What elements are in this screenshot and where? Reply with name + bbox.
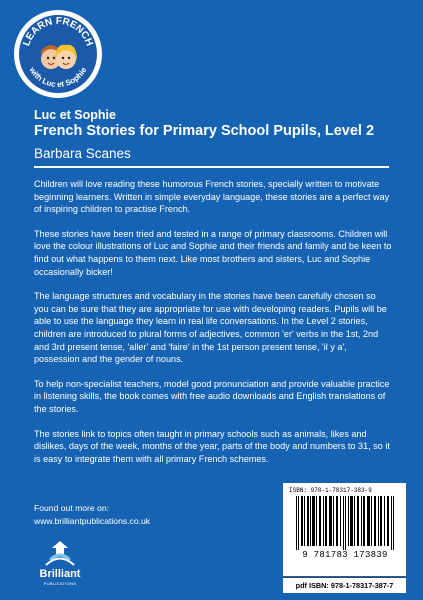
brilliant-logo-icon: [30, 538, 90, 568]
blurb-paragraph: These stories have been tried and tested in a range of primary classrooms. Children will love the colour illustrations of Luc and Sophie and their friends and family and be keen to find out what happens to them next. Like most brothers and sisters, Luc and Sophie occasionally bicker!: [34, 228, 392, 277]
series-badge: [14, 10, 102, 98]
luc-et-sophie-logo-icon: [19, 15, 97, 93]
blurb-paragraph: Children will love reading these humorous French stories, specially written to motivate beginning learners. Written in simple everyday language, these stories are a perfect way of inspiring children to practise French.: [34, 179, 390, 215]
blurb-paragraph: The language structures and vocabulary in the stories have been carefully chosen so you can be sure that they are appropriate for use with developing readers. Pupils will be able to use the language they learn in real life conversations. In the Level 2 stories, children are introduced to plural forms of adjectives, common 'er' verbs in the 1st, 2nd and 3rd present tense, 'aller' and 'faire' in the 1st person present tense, 'il y a', possession and the gender of nouns.: [34, 291, 387, 365]
barcode-icon: [296, 496, 394, 550]
pdf-isbn: pdf ISBN: 978-1-78317-387-7: [283, 577, 406, 593]
svg-text:with Luc et Sophie: with Luc et Sophie: [27, 65, 89, 90]
book-title: French Stories for Primary School Pupils, Level 2: [34, 123, 375, 139]
author-name: Barbara Scanes: [34, 146, 131, 161]
publisher-name: Brilliant: [39, 568, 81, 580]
find-out-more: [34, 502, 150, 527]
blurb-paragraph: The stories link to topics often taught in primary schools such as animals, likes and dislikes, days of the week, months of the year, parts of the body and numbers to 31, so it is easy to integrate them with all primary French schemes.: [34, 428, 390, 464]
badge-illustration: [19, 15, 97, 93]
series-name: Luc et Sophie: [34, 108, 116, 122]
publisher-sub: PUBLICATIONS: [43, 581, 77, 586]
title-divider: [34, 166, 389, 168]
blurb: [34, 178, 392, 477]
publisher-logo: [30, 538, 90, 590]
isbn-label: ISBN: 978-1-78317-383-9: [289, 487, 372, 494]
blurb-paragraph: To help non-specialist teachers, model good pronunciation and provide valuable practice in listening skills, the book comes with free audio downloads and English translations of the stories.: [34, 378, 390, 414]
svg-text:LEARN FRENCH: LEARN FRENCH: [21, 15, 95, 48]
isbn-barcode-box: [283, 483, 406, 576]
barcode-digits: 9 781783 173839: [302, 550, 388, 560]
publisher-url[interactable]: www.brilliantpublications.co.uk: [34, 515, 151, 526]
find-out-label: Found out more on:: [34, 503, 110, 513]
